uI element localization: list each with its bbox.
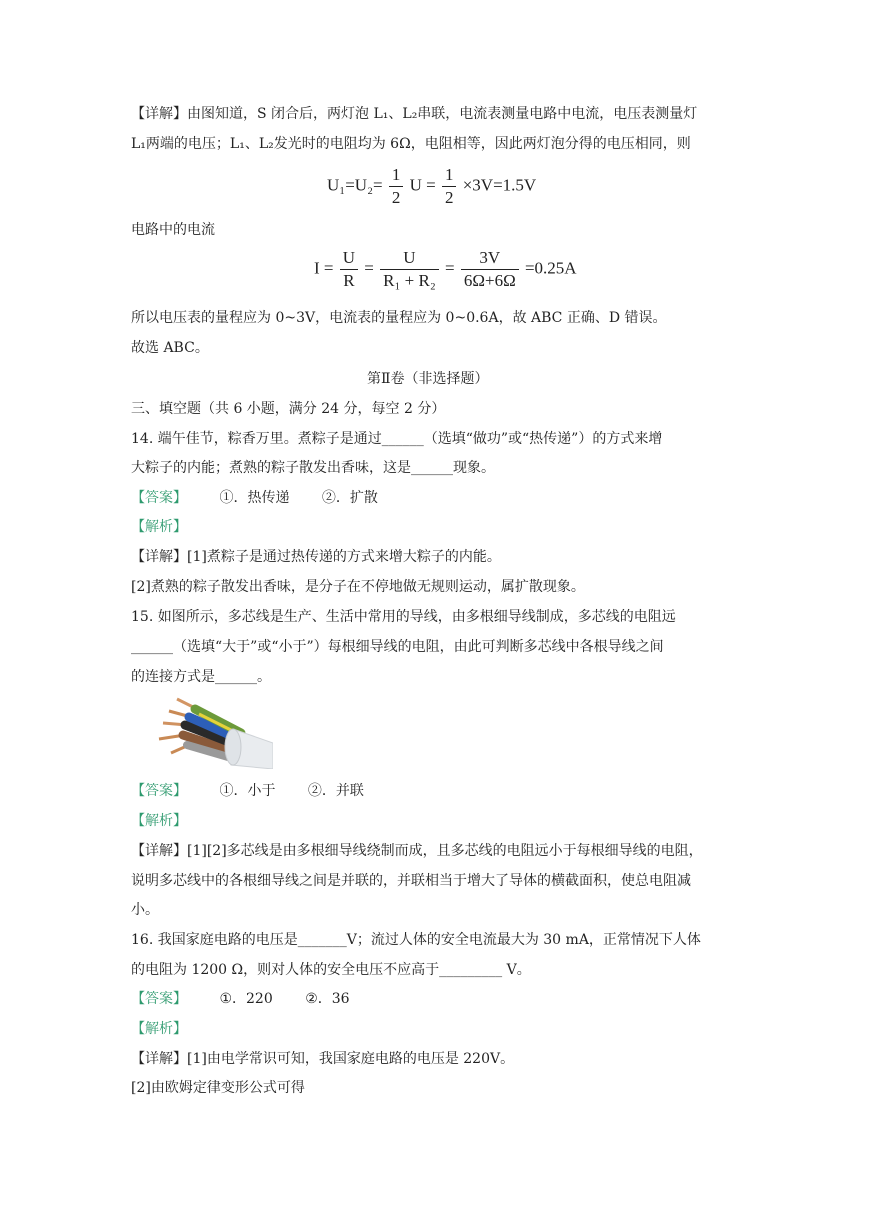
fraction [389,165,404,208]
fraction-numerator: 3V [461,248,519,270]
equation-current [314,248,577,291]
analysis-detail: [2]煮熟的粽子散发出香味，是分子在不停地做无规则运动，属扩散现象。 [131,579,585,595]
answer-label: 【答案】 [131,991,187,1007]
eq-sign: = [445,258,455,278]
section-heading: 三、填空题（共 6 小题，满分 24 分，每空 2 分） [131,401,446,417]
fraction-numerator: U [340,248,358,270]
fraction-denominator: 6Ω+6Ω [463,271,516,290]
answer-1: ①．220 [219,991,273,1007]
analysis-label: 【解析】 [131,519,187,535]
fraction [380,248,439,291]
fraction-denominator: 2 [391,188,401,207]
fraction-denominator: R₁ + R₂ [383,271,436,290]
analysis-detail: 【详解】[1]煮粽子是通过热传递的方式来增大粽子的内能。 [131,549,501,565]
eq-sign: = [364,258,374,278]
eq-lhs: I = [314,258,334,278]
answer-label: 【答案】 [131,490,187,506]
question-15-text: 的连接方式是______。 [131,669,271,685]
detail-line: 【详解】由图知道，S 闭合后，两灯泡 L₁、L₂串联，电流表测量电路中电流，电压表测量灯 [131,106,698,122]
answer-2: ②．并联 [307,783,364,799]
fraction-numerator: 1 [389,165,404,187]
analysis-detail: 【详解】[1]由电学常识可知，我国家庭电路的电压是 220V。 [131,1051,515,1067]
question-14-text: 14. 端午佳节，粽香万里。煮粽子是通过______（选填“做功”或“热传递”）的方式来增 [131,431,663,447]
fraction-denominator: R [343,271,355,290]
analysis-label: 【解析】 [131,1021,187,1037]
answer-1: ①．小于 [219,783,276,799]
fraction [340,248,358,291]
equation-voltage [327,165,536,208]
eq-lhs: U₁=U₂= [327,175,383,195]
detail-line: 故选 ABC。 [131,340,209,356]
answer-1: ①．热传递 [219,490,290,506]
answer-row [131,488,378,508]
question-15-text: 15. 如图所示，多芯线是生产、生活中常用的导线，由多根细导线制成，多芯线的电阻远 [131,609,676,625]
question-16-text: 16. 我国家庭电路的电压是_______V；流过人体的安全电流最大为 30 mA，正常情况下人体 [131,932,701,948]
answer-row [131,781,364,801]
detail-line: L₁两端的电压；L₁、L₂发光时的电阻均为 6Ω，电阻相等，因此两灯泡分得的电压相同，则 [131,136,691,152]
question-15-text: ______（选填“大于”或“小于”）每根细导线的电阻，由此可判断多芯线中各根导线之间 [131,639,664,655]
detail-line: 电路中的电流 [131,222,215,238]
sheath-end [225,729,241,765]
multicore-cable-image [157,695,273,769]
detail-line: 所以电压表的量程应为 0~3V，电流表的量程应为 0~0.6A，故 ABC 正确、D 错误。 [131,310,667,326]
fraction-numerator: U [380,248,439,270]
fraction [461,248,519,291]
answer-2: ②．36 [305,991,350,1007]
eq-rhs: =0.25A [524,258,577,278]
analysis-detail: 说明多芯线中的各根细导线之间是并联的，并联相当于增大了导体的横截面积，使总电阻减 [131,873,691,889]
analysis-detail: 小。 [131,902,159,918]
fraction-denominator: 2 [444,188,454,207]
question-14-text: 大粽子的内能；煮熟的粽子散发出香味，这是______现象。 [131,460,495,476]
eq-mid: U = [409,175,436,195]
analysis-detail: 【详解】[1][2]多芯线是由多根细导线绕制而成，且多芯线的电阻远小于每根细导线的电阻， [131,843,703,859]
analysis-label: 【解析】 [131,813,187,829]
answer-row [131,989,350,1009]
analysis-detail: [2]由欧姆定律变形公式可得 [131,1080,305,1096]
fraction [442,165,457,208]
eq-rhs: ×3V=1.5V [462,175,537,195]
answer-2: ②．扩散 [321,490,378,506]
section-title: 第Ⅱ卷（非选择题） [367,371,489,387]
fraction-numerator: 1 [442,165,457,187]
answer-label: 【答案】 [131,783,187,799]
question-16-text: 的电阻为 1200 Ω，则对人体的安全电压不应高于_________ V。 [131,962,531,978]
